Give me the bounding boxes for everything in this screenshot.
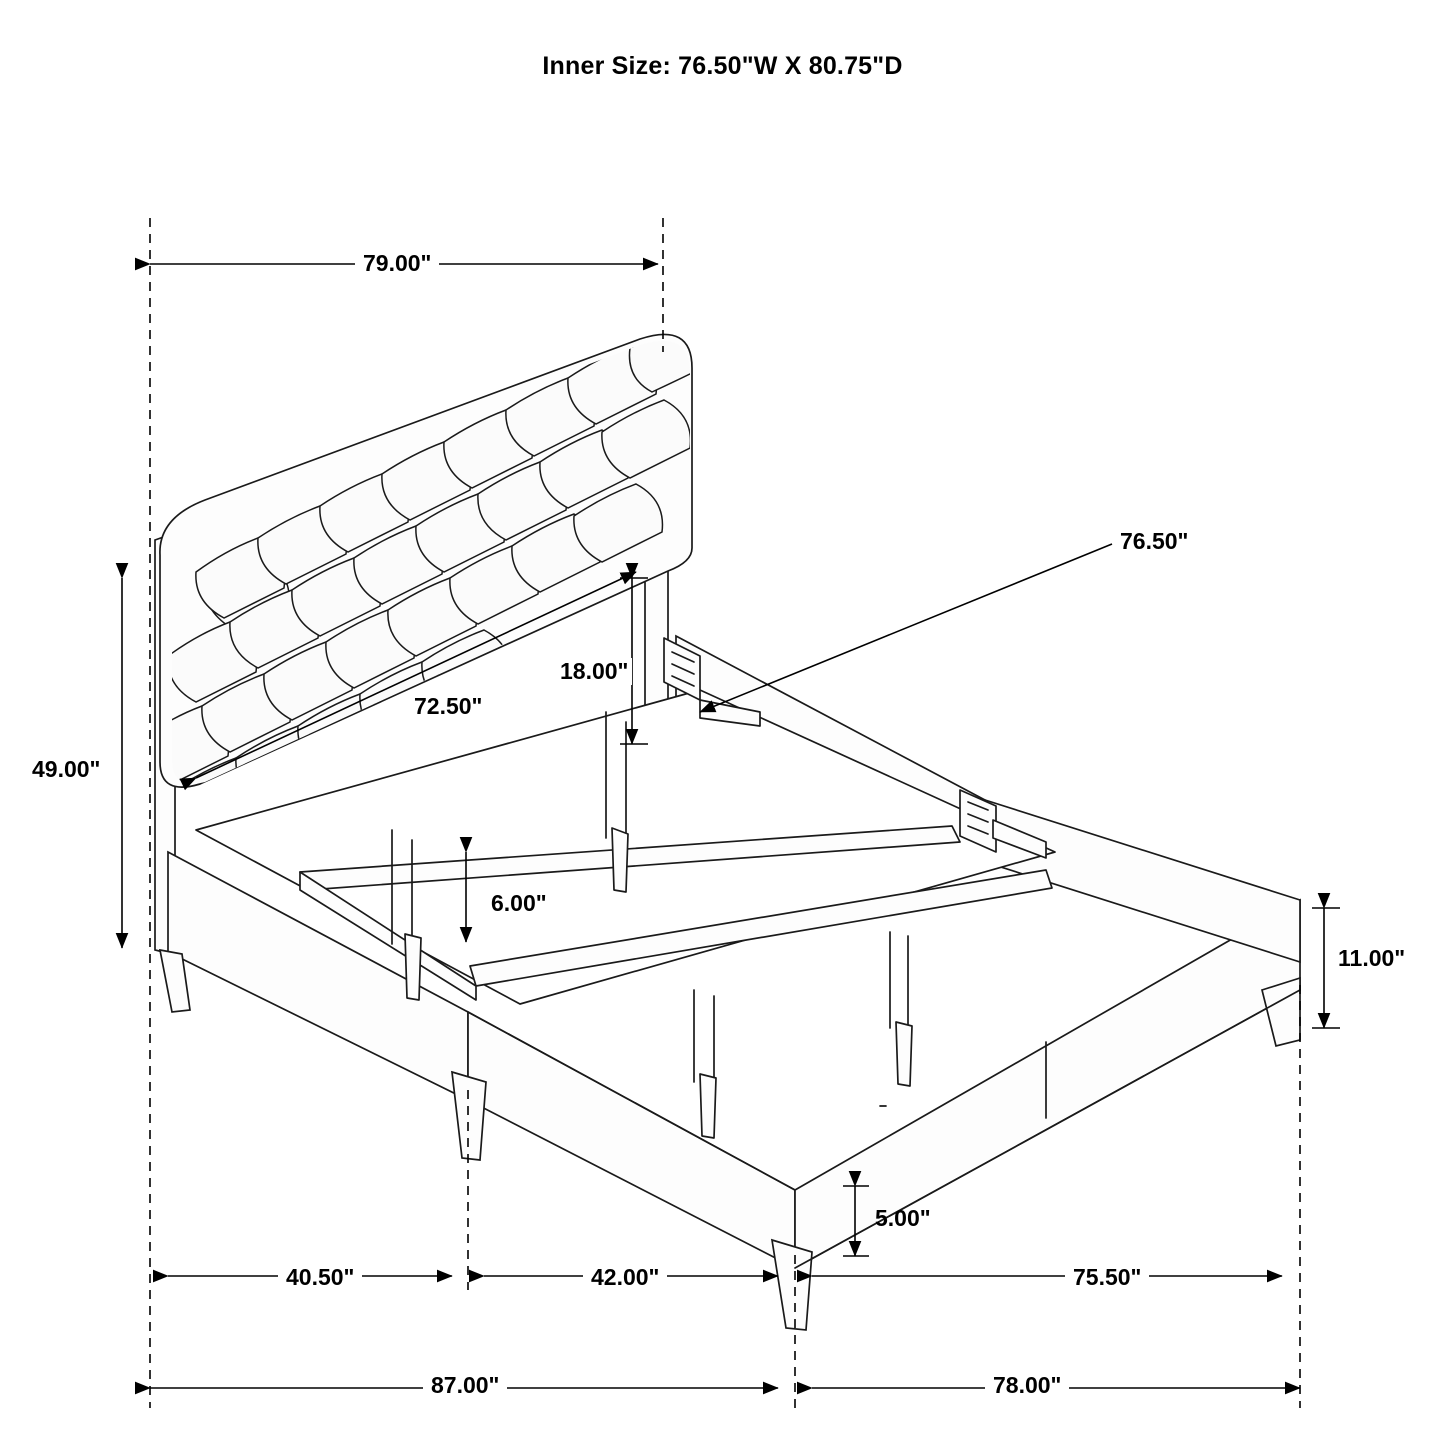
dim-label-headboard-width: 79.00" [355,250,439,277]
dim-label-leg-height: 5.00" [875,1205,931,1231]
dim-label-headboard-panel: 72.50" [408,693,488,720]
dim-label-footboard-left: 40.50" [278,1264,362,1291]
dim-label-overall-height: 49.00" [32,756,101,782]
dim-label-slat-clearance: 6.00" [487,890,551,917]
dim-label-side-rail: 75.50" [1065,1264,1149,1291]
dim-label-headboard-clearance: 18.00" [556,658,632,685]
dim-label-inner-width: 76.50" [1120,528,1189,554]
dim-label-overall-length-front: 87.00" [423,1372,507,1399]
dim-label-deck-height: 11.00" [1338,945,1406,971]
dim-label-overall-length-side: 78.00" [985,1372,1069,1399]
page-title: Inner Size: 76.50"W X 80.75"D [542,52,903,80]
dim-label-footboard-mid: 42.00" [583,1264,667,1291]
